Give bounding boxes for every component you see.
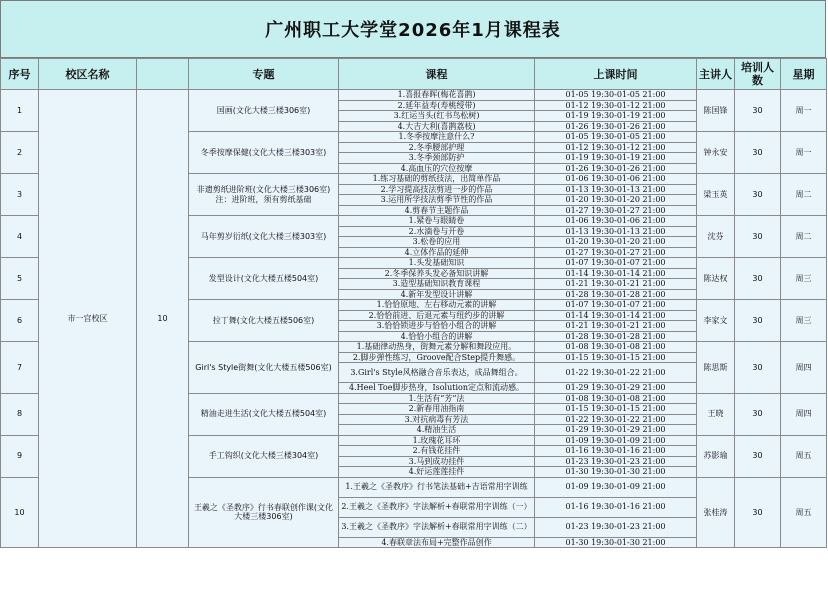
teacher-cell: 王晓: [697, 393, 735, 435]
time-cell: 01-29 19:30-01-29 21:00: [535, 383, 697, 394]
trainees-cell: 30: [735, 393, 781, 435]
header-teacher: 主讲人: [697, 59, 735, 90]
time-cell: 01-26 19:30-01-26 21:00: [535, 163, 697, 174]
time-cell: 01-15 19:30-01-15 21:00: [535, 404, 697, 415]
topic-cell: 冬季按摩保健(文化大楼三楼303室): [189, 132, 339, 174]
course-cell: 2.冬季腰部护理: [339, 142, 535, 153]
weekday-cell: 周五: [781, 435, 827, 477]
trainees-cell: 30: [735, 90, 781, 132]
seq-cell: 8: [1, 393, 39, 435]
time-cell: 01-19 19:30-01-19 21:00: [535, 153, 697, 164]
course-cell: 1.恰恰原地、左右移动元素的讲解: [339, 300, 535, 311]
course-cell: 1.基础律动热身，街舞元素分解和舞段应用。: [339, 342, 535, 353]
course-cell: 2.王羲之《圣教序》字法解析+春联常用字训练（一）: [339, 497, 535, 517]
time-cell: 01-30 19:30-01-30 21:00: [535, 467, 697, 478]
header-row: [1, 59, 827, 90]
course-cell: 1.冬季按摩注意什么?: [339, 132, 535, 143]
course-cell: 4.高血压的穴位按摩: [339, 163, 535, 174]
trainees-cell: 30: [735, 300, 781, 342]
seq-cell: 6: [1, 300, 39, 342]
course-cell: 3.对抗病毒有芳法: [339, 414, 535, 425]
time-cell: 01-21 19:30-01-21 21:00: [535, 321, 697, 332]
seq-cell: 1: [1, 90, 39, 132]
trainees-cell: 30: [735, 342, 781, 394]
time-cell: 01-20 19:30-01-20 21:00: [535, 195, 697, 206]
seq-cell: 9: [1, 435, 39, 477]
campus-cell: 市一宫校区: [39, 90, 137, 548]
time-cell: 01-14 19:30-01-14 21:00: [535, 310, 697, 321]
time-cell: 01-08 19:30-01-08 21:00: [535, 342, 697, 353]
header-weekday: 星期: [781, 59, 827, 90]
trainees-cell: 30: [735, 174, 781, 216]
course-cell: 4.好运莲莲挂件: [339, 467, 535, 478]
topic-cell: 拉丁舞(文化大楼五楼506室): [189, 300, 339, 342]
time-cell: 01-29 19:30-01-29 21:00: [535, 425, 697, 436]
course-cell: 4.Heel Toe脚步热身，Isolution定点和流动感。: [339, 383, 535, 394]
weekday-cell: 周四: [781, 393, 827, 435]
time-cell: 01-13 19:30-01-13 21:00: [535, 184, 697, 195]
teacher-cell: 张桂涛: [697, 477, 735, 548]
time-cell: 01-09 19:30-01-09 21:00: [535, 435, 697, 446]
course-cell: 1.头发基础知识: [339, 258, 535, 269]
teacher-cell: 苏影瑜: [697, 435, 735, 477]
seq-cell: 3: [1, 174, 39, 216]
course-cell: 3.松卷的应用: [339, 237, 535, 248]
time-cell: 01-09 19:30-01-09 21:00: [535, 477, 697, 497]
seq-cell: 10: [1, 477, 39, 548]
time-cell: 01-16 19:30-01-16 21:00: [535, 446, 697, 457]
course-cell: 1.玫瑰花耳环: [339, 435, 535, 446]
trainees-cell: 30: [735, 258, 781, 300]
course-cell: 3.运用所学技法剪季节性的作品: [339, 195, 535, 206]
time-cell: 01-14 19:30-01-14 21:00: [535, 268, 697, 279]
weekday-cell: 周二: [781, 216, 827, 258]
seq-cell: 7: [1, 342, 39, 394]
topic-cell: 精油走进生活(文化大楼五楼504室): [189, 393, 339, 435]
course-cell: 1.练习基础的剪纸技法，出简单作品: [339, 174, 535, 185]
time-cell: 01-12 19:30-01-12 21:00: [535, 100, 697, 111]
trainees-cell: 30: [735, 132, 781, 174]
seq-cell: 5: [1, 258, 39, 300]
course-cell: 1.喜报春晖(梅花喜鹊): [339, 90, 535, 101]
course-cell: 3.造型基础知识教育课程: [339, 279, 535, 290]
course-cell: 2.水滴卷与开卷: [339, 226, 535, 237]
course-cell: 4.大吉大利(喜鹊荔枝): [339, 121, 535, 132]
time-cell: 01-07 19:30-01-07 21:00: [535, 300, 697, 311]
course-cell: 3.恰恰锁进步与恰恰小组合的讲解: [339, 321, 535, 332]
time-cell: 01-22 19:30-01-22 21:00: [535, 363, 697, 383]
course-cell: 4.剪春节主题作品: [339, 205, 535, 216]
header-time: 上课时间: [535, 59, 697, 90]
weekday-cell: 周三: [781, 258, 827, 300]
time-cell: 01-26 19:30-01-26 21:00: [535, 121, 697, 132]
teacher-cell: 梁玉英: [697, 174, 735, 216]
header-blank: [137, 59, 189, 90]
course-cell: 3.Girl's Style风格融合音乐表达，成品舞组合。: [339, 363, 535, 383]
class-count-cell: 10: [137, 90, 189, 548]
time-cell: 01-27 19:30-01-27 21:00: [535, 205, 697, 216]
page-title: 广州职工大学堂2026年1月课程表: [265, 20, 561, 41]
topic-cell: 发型设计(文化大楼五楼504室): [189, 258, 339, 300]
weekday-cell: 周一: [781, 90, 827, 132]
time-cell: 01-06 19:30-01-06 21:00: [535, 216, 697, 227]
time-cell: 01-28 19:30-01-28 21:00: [535, 289, 697, 300]
schedule-table: [0, 58, 827, 548]
course-cell: 2.恰恰前进、后退元素与纽约步的讲解: [339, 310, 535, 321]
course-cell: 4.春联章法布局+完整作品创作: [339, 537, 535, 548]
header-campus: 校区名称: [39, 59, 137, 90]
schedule-body: [1, 90, 827, 548]
header-topic: 专题: [189, 59, 339, 90]
trainees-cell: 30: [735, 477, 781, 548]
title-bar: [0, 0, 826, 58]
time-cell: 01-06 19:30-01-06 21:00: [535, 174, 697, 185]
time-cell: 01-13 19:30-01-13 21:00: [535, 226, 697, 237]
teacher-cell: 李家文: [697, 300, 735, 342]
course-cell: 1.紧卷与眼睛卷: [339, 216, 535, 227]
course-cell: 4.新年发型设计讲解: [339, 289, 535, 300]
trainees-cell: 30: [735, 216, 781, 258]
time-cell: 01-07 19:30-01-07 21:00: [535, 258, 697, 269]
time-cell: 01-20 19:30-01-20 21:00: [535, 237, 697, 248]
teacher-cell: 陈达权: [697, 258, 735, 300]
time-cell: 01-12 19:30-01-12 21:00: [535, 142, 697, 153]
time-cell: 01-16 19:30-01-16 21:00: [535, 497, 697, 517]
teacher-cell: 陈思斯: [697, 342, 735, 394]
course-cell: 3.冬季颈部防护: [339, 153, 535, 164]
course-cell: 4.恰恰小组合的讲解: [339, 331, 535, 342]
teacher-cell: 陈国锋: [697, 90, 735, 132]
time-cell: 01-05 19:30-01-05 21:00: [535, 90, 697, 101]
header-course: 课程: [339, 59, 535, 90]
time-cell: 01-23 19:30-01-23 21:00: [535, 456, 697, 467]
course-cell: 2.冬季保养头发必备知识讲解: [339, 268, 535, 279]
teacher-cell: 沈芬: [697, 216, 735, 258]
topic-cell: 手工钩织(文化大楼三楼304室): [189, 435, 339, 477]
time-cell: 01-30 19:30-01-30 21:00: [535, 537, 697, 548]
trainees-cell: 30: [735, 435, 781, 477]
table-row: [1, 90, 827, 101]
course-cell: 3.马到成功挂件: [339, 456, 535, 467]
time-cell: 01-28 19:30-01-28 21:00: [535, 331, 697, 342]
time-cell: 01-08 19:30-01-08 21:00: [535, 393, 697, 404]
topic-cell: 国画(文化大楼三楼306室): [189, 90, 339, 132]
topic-cell: 马年剪岁衍纸(文化大楼三楼303室): [189, 216, 339, 258]
topic-cell: 非遗剪纸进阶班(文化大楼三楼306室)注：进阶班，须有剪纸基础: [189, 174, 339, 216]
course-cell: 2.新春用油指南: [339, 404, 535, 415]
course-cell: 3.王羲之《圣教序》字法解析+春联常用字训练（二）: [339, 517, 535, 537]
weekday-cell: 周五: [781, 477, 827, 548]
weekday-cell: 周二: [781, 174, 827, 216]
course-cell: 2.延年益寿(寿桃绶带): [339, 100, 535, 111]
course-cell: 2.学习提高技法剪进一步的作品: [339, 184, 535, 195]
time-cell: 01-15 19:30-01-15 21:00: [535, 352, 697, 363]
course-cell: 2.有钱花挂件: [339, 446, 535, 457]
course-cell: 2.脚步弹性练习，Groove配合Step提升舞感。: [339, 352, 535, 363]
time-cell: 01-05 19:30-01-05 21:00: [535, 132, 697, 143]
topic-cell: Girl's Style街舞(文化大楼五楼506室): [189, 342, 339, 394]
teacher-cell: 钟永安: [697, 132, 735, 174]
course-cell: 3.红运当头(红书鸟松树): [339, 111, 535, 122]
header-trainees: 培训人数: [735, 59, 781, 90]
time-cell: 01-23 19:30-01-23 21:00: [535, 517, 697, 537]
seq-cell: 2: [1, 132, 39, 174]
weekday-cell: 周三: [781, 300, 827, 342]
time-cell: 01-27 19:30-01-27 21:00: [535, 247, 697, 258]
topic-cell: 王羲之《圣教序》行书春联创作课(文化大楼三楼306室): [189, 477, 339, 548]
course-cell: 1.生活有“芳”法: [339, 393, 535, 404]
course-cell: 4.精油生活: [339, 425, 535, 436]
seq-cell: 4: [1, 216, 39, 258]
weekday-cell: 周一: [781, 132, 827, 174]
course-cell: 1.王羲之《圣教序》行书笔法基础+吉语常用字训练: [339, 477, 535, 497]
header-seq: 序号: [1, 59, 39, 90]
weekday-cell: 周四: [781, 342, 827, 394]
course-cell: 4.立体作品的延伸: [339, 247, 535, 258]
time-cell: 01-21 19:30-01-21 21:00: [535, 279, 697, 290]
time-cell: 01-19 19:30-01-19 21:00: [535, 111, 697, 122]
time-cell: 01-22 19:30-01-22 21:00: [535, 414, 697, 425]
